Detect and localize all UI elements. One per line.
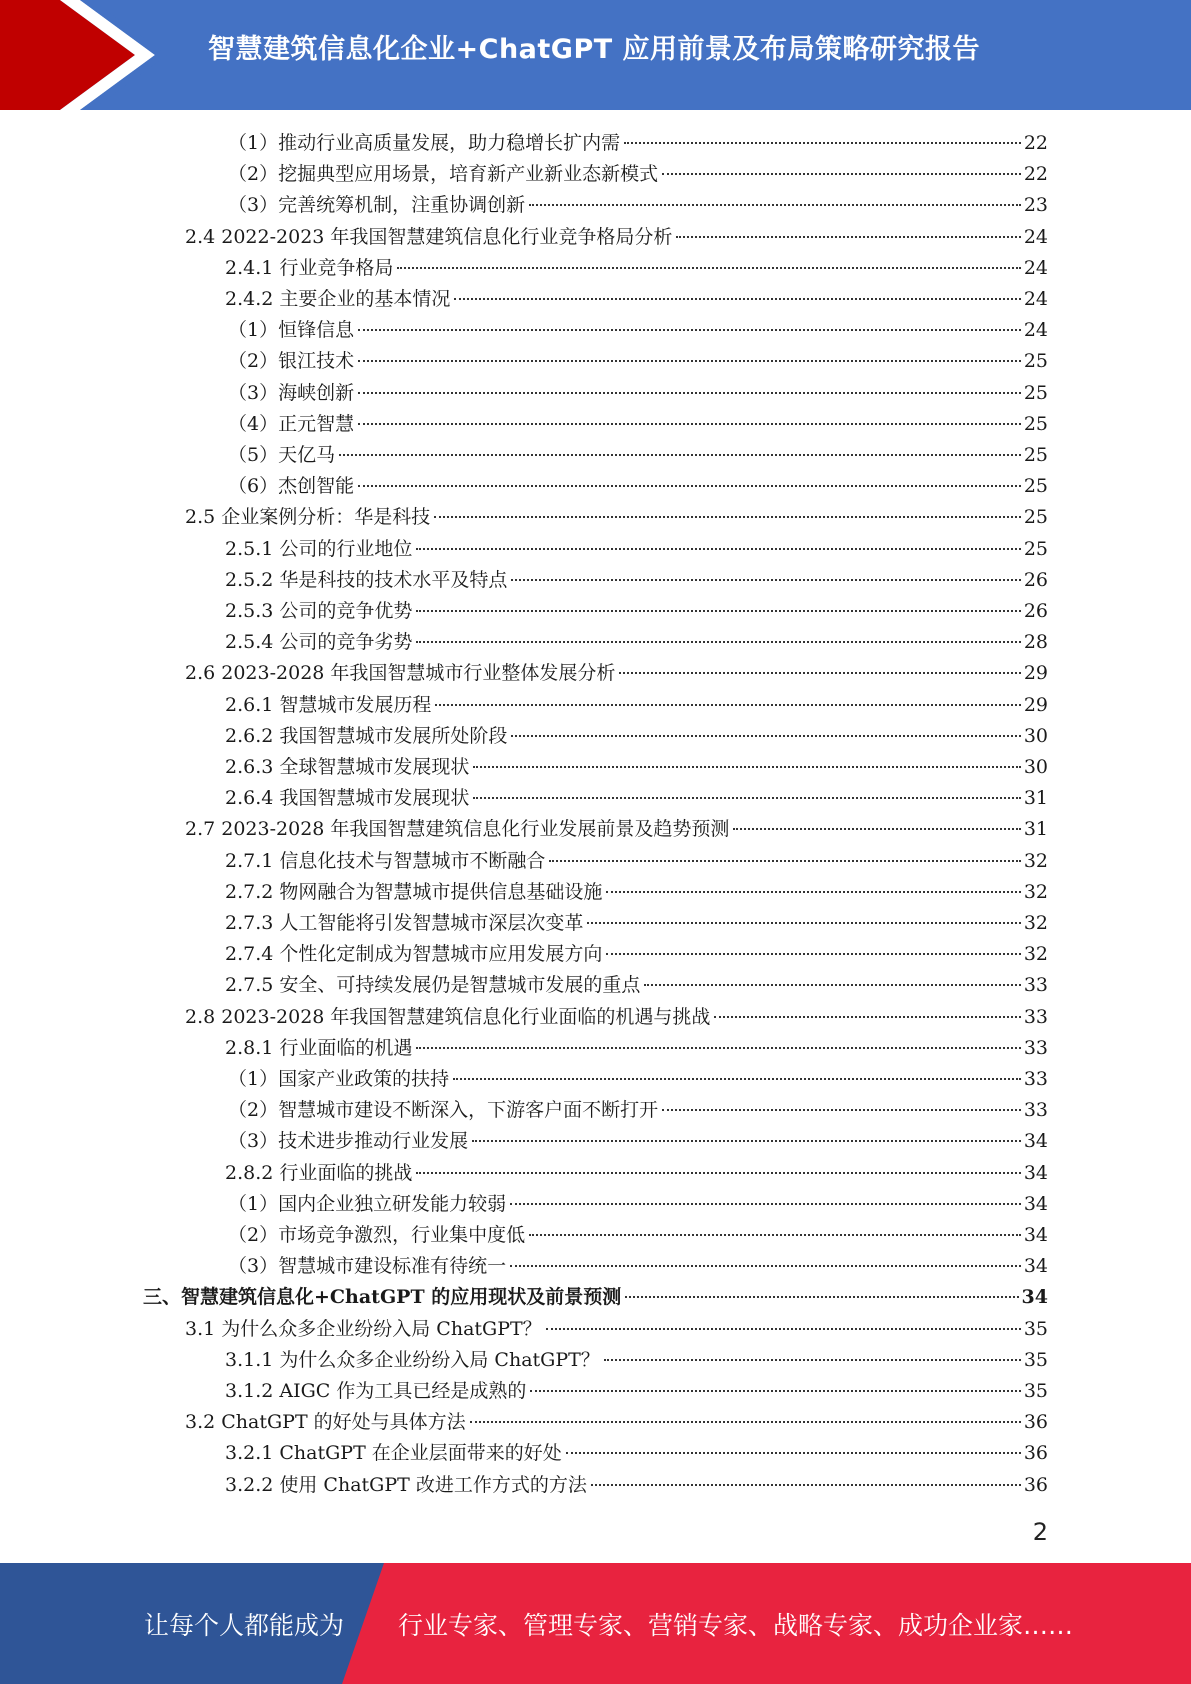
toc-entry-page: 31 xyxy=(1023,787,1048,810)
toc-entry-title: 2.7.2 物网融合为智慧城市提供信息基础设施 xyxy=(225,880,603,903)
toc-dot-leader xyxy=(416,610,1020,612)
toc-entry-page: 25 xyxy=(1023,350,1048,373)
toc-dot-leader xyxy=(358,392,1021,394)
toc-entry-page: 22 xyxy=(1023,132,1048,154)
toc-entry-page: 34 xyxy=(1023,1130,1048,1153)
toc-entry[interactable] xyxy=(225,939,1048,970)
toc-entry-page: 34 xyxy=(1021,1286,1048,1309)
toc-entry-page: 34 xyxy=(1023,1192,1048,1215)
toc-entry[interactable] xyxy=(225,721,1048,752)
toc-dot-leader xyxy=(587,922,1020,924)
toc-entry-page: 26 xyxy=(1023,568,1048,591)
toc-entry-page: 36 xyxy=(1023,1442,1048,1465)
toc-dot-leader xyxy=(644,984,1020,986)
toc-dot-leader xyxy=(416,1047,1020,1049)
toc-entry[interactable] xyxy=(228,190,1048,221)
toc-entry-title: （1）推动行业高质量发展，助力稳增长扩内需 xyxy=(228,132,621,154)
toc-entry-page: 35 xyxy=(1023,1348,1048,1371)
toc-entry-page: 33 xyxy=(1023,974,1048,997)
toc-entry-title: 2.8 2023-2028 年我国智慧建筑信息化行业面临的机遇与挑战 xyxy=(185,1005,711,1028)
toc-dot-leader xyxy=(606,891,1020,893)
toc-entry-title: 2.5.4 公司的竞争劣势 xyxy=(225,631,413,654)
toc-dot-leader xyxy=(546,1328,1021,1330)
toc-entry-title: （1）恒锋信息 xyxy=(228,319,355,342)
toc-entry-title: 3.1.1 为什么众多企业纷纷入局 ChatGPT？ xyxy=(225,1348,600,1371)
toc-dot-leader xyxy=(733,828,1020,830)
toc-entry-title: 2.7 2023-2028 年我国智慧建筑信息化行业发展前景及趋势预测 xyxy=(185,818,730,841)
toc-entry-page: 35 xyxy=(1023,1380,1048,1402)
toc-entry[interactable] xyxy=(228,128,1048,159)
toc-dot-leader xyxy=(624,142,1021,144)
toc-entry-title: 2.6 2023-2028 年我国智慧城市行业整体发展分析 xyxy=(185,662,616,685)
toc-dot-leader xyxy=(416,1172,1020,1174)
toc-entry-page: 30 xyxy=(1023,724,1048,747)
toc-entry-title: 2.7.3 人工智能将引发智慧城市深层次变革 xyxy=(225,912,584,934)
toc-entry[interactable] xyxy=(225,1033,1048,1064)
toc-entry[interactable] xyxy=(225,783,1048,814)
toc-entry-page: 36 xyxy=(1023,1473,1048,1496)
toc-entry-page: 32 xyxy=(1023,880,1048,903)
toc-entry[interactable] xyxy=(225,970,1048,1001)
footer-slogan-left: 让每个人都能成为 xyxy=(144,1611,345,1640)
toc-entry[interactable] xyxy=(225,534,1048,565)
toc-entry-title: 3.1.2 AIGC 作为工具已经是成熟的 xyxy=(225,1380,527,1402)
toc-entry-page: 36 xyxy=(1023,1411,1048,1434)
toc-dot-leader xyxy=(511,579,1020,581)
toc-entry-title: （4）正元智慧 xyxy=(228,412,355,435)
toc-dot-leader xyxy=(619,672,1020,674)
toc-entry-page: 24 xyxy=(1023,225,1048,248)
toc-entry[interactable] xyxy=(225,752,1048,783)
report-title: 智慧建筑信息化企业+ChatGPT 应用前景及布局策略研究报告 xyxy=(208,34,981,65)
toc-dot-leader xyxy=(625,1296,1018,1298)
toc-entry-page: 25 xyxy=(1023,537,1048,560)
toc-dot-leader xyxy=(511,735,1020,737)
toc-entry[interactable] xyxy=(225,627,1048,658)
toc-entry-page: 34 xyxy=(1023,1224,1048,1246)
toc-dot-leader xyxy=(606,953,1020,955)
toc-entry-title: 2.7.5 安全、可持续发展仍是智慧城市发展的重点 xyxy=(225,974,641,997)
toc-entry-title: 2.7.1 信息化技术与智慧城市不断融合 xyxy=(225,849,546,872)
toc-entry[interactable] xyxy=(228,1126,1048,1157)
toc-entry-title: 2.4.1 行业竞争格局 xyxy=(225,256,394,279)
toc-entry-title: （3）完善统筹机制，注重协调创新 xyxy=(228,194,526,217)
toc-entry[interactable] xyxy=(228,315,1048,346)
toc-dot-leader xyxy=(416,548,1020,550)
toc-entry[interactable] xyxy=(225,690,1048,721)
toc-dot-leader xyxy=(591,1484,1021,1486)
toc-entry[interactable] xyxy=(143,1282,1048,1313)
toc-dot-leader xyxy=(549,860,1020,862)
page-footer xyxy=(0,1563,1191,1684)
toc-entry-page: 29 xyxy=(1023,693,1048,716)
toc-entry-title: 2.8.1 行业面临的机遇 xyxy=(225,1036,413,1059)
toc-entry-title: 2.5.2 华是科技的技术水平及特点 xyxy=(225,568,508,591)
toc-entry-page: 24 xyxy=(1023,319,1048,342)
toc-entry-title: （3）海峡创新 xyxy=(228,381,355,404)
toc-entry-title: 2.5.3 公司的竞争优势 xyxy=(225,600,413,622)
toc-dot-leader xyxy=(530,1390,1020,1392)
toc-entry[interactable] xyxy=(185,1314,1048,1345)
toc-dot-leader xyxy=(454,298,1020,300)
toc-dot-leader xyxy=(473,766,1020,768)
toc-entry[interactable] xyxy=(225,596,1048,627)
toc-entry-title: 3.2.2 使用 ChatGPT 改进工作方式的方法 xyxy=(225,1473,587,1496)
toc-entry-title: 2.5 企业案例分析：华是科技 xyxy=(185,506,431,529)
toc-entry[interactable] xyxy=(225,1376,1048,1407)
toc-dot-leader xyxy=(434,516,1021,518)
toc-entry[interactable] xyxy=(225,1158,1048,1189)
toc-entry[interactable] xyxy=(225,565,1048,596)
toc-dot-leader xyxy=(529,1234,1021,1236)
toc-dot-leader xyxy=(662,1109,1021,1111)
toc-dot-leader xyxy=(604,1359,1021,1361)
toc-dot-leader xyxy=(435,704,1020,706)
toc-entry-title: 2.6.4 我国智慧城市发展现状 xyxy=(225,787,470,810)
toc-entry-page: 33 xyxy=(1023,1036,1048,1059)
toc-entry-title: 2.7.4 个性化定制成为智慧城市应用发展方向 xyxy=(225,943,603,966)
toc-entry[interactable] xyxy=(225,253,1048,284)
toc-entry[interactable] xyxy=(185,222,1048,253)
toc-entry-page: 29 xyxy=(1023,662,1048,685)
toc-entry-title: （2）市场竞争激烈，行业集中度低 xyxy=(228,1224,526,1246)
toc-dot-leader xyxy=(714,1016,1020,1018)
toc-entry-title: 3.1 为什么众多企业纷纷入局 ChatGPT？ xyxy=(185,1317,542,1340)
toc-entry[interactable] xyxy=(228,471,1048,502)
toc-dot-leader xyxy=(472,1140,1021,1142)
toc-dot-leader xyxy=(339,454,1021,456)
toc-entry-page: 34 xyxy=(1023,1255,1048,1278)
toc-entry[interactable] xyxy=(225,284,1048,315)
toc-dot-leader xyxy=(358,423,1021,425)
toc-dot-leader xyxy=(453,1078,1021,1080)
footer-slogan-right: 行业专家、管理专家、营销专家、战略专家、成功企业家…… xyxy=(398,1611,1074,1640)
toc-entry-title: （2）银江技术 xyxy=(228,350,355,373)
toc-entry[interactable] xyxy=(228,1095,1048,1126)
toc-entry-title: 2.6.3 全球智慧城市发展现状 xyxy=(225,756,470,778)
toc-entry-page: 33 xyxy=(1023,1099,1048,1122)
toc-entry[interactable] xyxy=(228,440,1048,471)
toc-entry[interactable] xyxy=(228,159,1048,190)
toc-entry[interactable] xyxy=(228,1064,1048,1095)
toc-entry-title: 3.2 ChatGPT 的好处与具体方法 xyxy=(185,1411,466,1434)
toc-entry-title: 三、智慧建筑信息化+ChatGPT 的应用现状及前景预测 xyxy=(143,1286,622,1309)
toc-entry-page: 32 xyxy=(1023,912,1048,934)
toc-dot-leader xyxy=(510,1203,1021,1205)
toc-dot-leader xyxy=(566,1452,1021,1454)
toc-entry[interactable] xyxy=(225,1438,1048,1469)
toc-entry-page: 31 xyxy=(1023,818,1048,841)
toc-entry-title: 2.5.1 公司的行业地位 xyxy=(225,537,413,560)
toc-entry-title: （1）国家产业政策的扶持 xyxy=(228,1068,450,1090)
toc-entry[interactable] xyxy=(185,814,1048,845)
toc-entry-title: 2.4 2022-2023 年我国智慧建筑信息化行业竞争格局分析 xyxy=(185,225,673,248)
toc-entry[interactable] xyxy=(228,346,1048,377)
page-header xyxy=(0,0,1191,110)
toc-entry[interactable] xyxy=(185,1002,1048,1033)
toc-entry[interactable] xyxy=(225,908,1048,939)
toc-entry[interactable] xyxy=(228,1251,1048,1282)
toc-entry-page: 22 xyxy=(1023,163,1048,186)
toc-entry-page: 23 xyxy=(1023,194,1048,217)
toc-entry-title: 2.6.1 智慧城市发展历程 xyxy=(225,693,432,716)
toc-dot-leader xyxy=(397,267,1020,269)
toc-entry-page: 25 xyxy=(1023,412,1048,435)
toc-entry[interactable] xyxy=(228,1220,1048,1251)
toc-entry-page: 26 xyxy=(1023,600,1048,622)
toc-entry-page: 25 xyxy=(1023,506,1048,529)
toc-entry[interactable] xyxy=(228,409,1048,440)
toc-dot-leader xyxy=(470,1421,1021,1423)
toc-entry-page: 25 xyxy=(1023,381,1048,404)
toc-entry-page: 34 xyxy=(1023,1161,1048,1184)
toc-entry[interactable] xyxy=(225,877,1048,908)
toc-entry[interactable] xyxy=(225,1345,1048,1376)
toc-entry-title: （5）天亿马 xyxy=(228,444,336,466)
toc-dot-leader xyxy=(662,173,1021,175)
toc-entry[interactable] xyxy=(225,1470,1048,1501)
toc-entry-title: （2）挖掘典型应用场景，培育新产业新业态新模式 xyxy=(228,163,659,186)
toc-entry[interactable] xyxy=(228,1189,1048,1220)
toc-entry-title: 2.6.2 我国智慧城市发展所处阶段 xyxy=(225,724,508,747)
toc-dot-leader xyxy=(358,329,1021,331)
toc-dot-leader xyxy=(358,485,1021,487)
toc-entry-page: 25 xyxy=(1023,475,1048,498)
toc-entry-title: 3.2.1 ChatGPT 在企业层面带来的好处 xyxy=(225,1442,562,1465)
toc-entry[interactable] xyxy=(225,846,1048,877)
toc-dot-leader xyxy=(529,204,1021,206)
toc-dot-leader xyxy=(676,236,1020,238)
toc-entry-page: 33 xyxy=(1023,1068,1048,1090)
toc-entry-page: 35 xyxy=(1023,1317,1048,1340)
toc-entry-title: （2）智慧城市建设不断深入，下游客户面不断打开 xyxy=(228,1099,659,1122)
toc-entry-page: 25 xyxy=(1023,444,1048,466)
toc-entry-title: （6）杰创智能 xyxy=(228,475,355,498)
toc-dot-leader xyxy=(473,797,1020,799)
toc-entry[interactable] xyxy=(228,378,1048,409)
toc-entry-title: 2.8.2 行业面临的挑战 xyxy=(225,1161,413,1184)
toc-entry-title: （3）智慧城市建设标准有待统一 xyxy=(228,1255,507,1278)
toc-entry[interactable] xyxy=(185,658,1048,689)
toc-entry-page: 28 xyxy=(1023,631,1048,654)
toc-entry-page: 24 xyxy=(1023,288,1048,310)
toc-entry[interactable] xyxy=(185,502,1048,533)
toc-entry-page: 33 xyxy=(1023,1005,1048,1028)
toc-entry[interactable] xyxy=(185,1407,1048,1438)
toc-entry-page: 32 xyxy=(1023,943,1048,966)
toc-entry-title: （1）国内企业独立研发能力较弱 xyxy=(228,1192,507,1215)
toc-dot-leader xyxy=(416,641,1020,643)
toc-dot-leader xyxy=(510,1265,1021,1267)
toc-entry-title: （3）技术进步推动行业发展 xyxy=(228,1130,469,1153)
toc-entry-page: 30 xyxy=(1023,756,1048,778)
toc-dot-leader xyxy=(358,360,1021,362)
toc-entry-page: 32 xyxy=(1023,849,1048,872)
toc-entry-title: 2.4.2 主要企业的基本情况 xyxy=(225,288,451,310)
page-number: 2 xyxy=(1032,1518,1048,1546)
toc-entry-page: 24 xyxy=(1023,256,1048,279)
